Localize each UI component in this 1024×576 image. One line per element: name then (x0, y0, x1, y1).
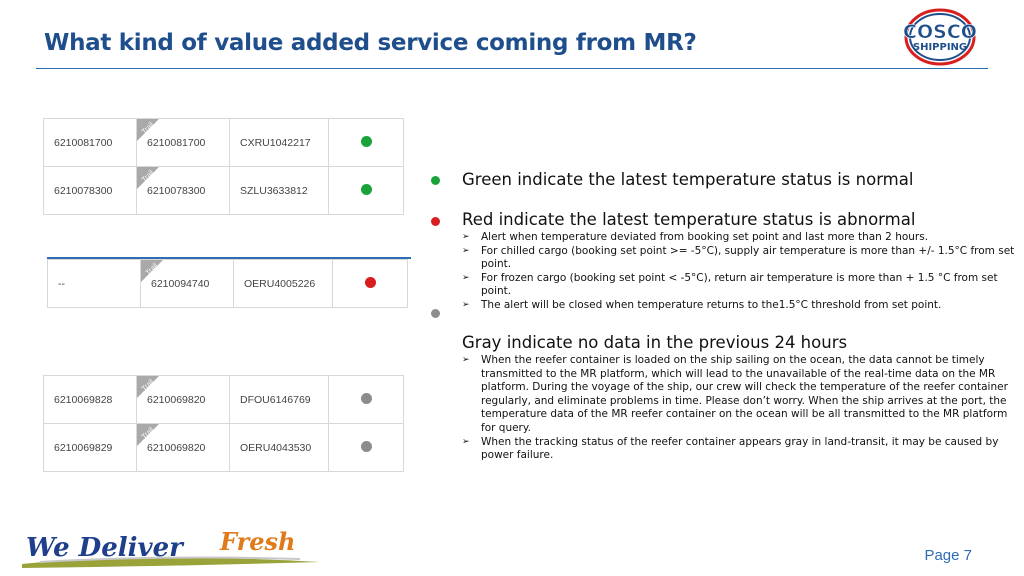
status-dot-icon (361, 136, 372, 147)
legend-red (462, 210, 1018, 313)
container-table-gray (43, 375, 404, 472)
legend-gray-list (462, 354, 1018, 463)
bl-cell (137, 376, 230, 424)
bl-cell (141, 260, 234, 308)
gray-bullet-icon (431, 309, 440, 318)
trail-label: Trail (144, 262, 160, 277)
list-item (462, 245, 1018, 272)
trail-label: Trail (140, 378, 156, 393)
logo-text-shipping: SHIPPING (912, 42, 968, 53)
list-item-text: For frozen cargo (booking set point < -5°C), return air temperature is more than + 1.5 °C from set point. (481, 271, 998, 298)
legend-gray-head: Gray indicate no data in the previous 24 hours (462, 333, 848, 352)
legend-green-head: Green indicate the latest temperature status is normal (462, 170, 914, 189)
list-item (462, 354, 1018, 436)
list-item-text: When the tracking status of the reefer container appears gray in land-transit, it may be caused by power failure. (481, 435, 999, 462)
bl-cell (137, 119, 230, 167)
legend-green (462, 170, 1018, 191)
container-table-red (47, 259, 408, 308)
table-row[interactable] (44, 167, 404, 215)
trail-label: Trail (140, 426, 156, 441)
status-cell (333, 260, 408, 308)
arrow-bullet-icon: ➢ (462, 232, 470, 242)
container-cell: DFOU6146769 (230, 376, 329, 424)
booking-cell: 6210081700 (44, 119, 137, 167)
title-divider (36, 68, 988, 69)
container-cell: OERU4005226 (234, 260, 333, 308)
list-item-text: When the reefer container is loaded on the ship sailing on the ocean, the data cannot be timely transmitted to the MR platform, which will lead to the unavailable of the real-time data on the MR platform. During the voyage of the ship, our crew will check the temperature of the reefer container regularly, and eliminate problems in time. Please don’t worry. When the ship arrives at the port, the temperature data of the MR reefer container on the ocean will be all transmitted to the MR platform for query. (481, 354, 1008, 434)
legend-gray (462, 333, 1018, 463)
slide-title: What kind of value added service coming from MR? (44, 30, 697, 56)
container-cell: SZLU3633812 (230, 167, 329, 215)
table-row[interactable] (44, 376, 404, 424)
arrow-bullet-icon: ➢ (462, 436, 470, 447)
list-item (462, 436, 1018, 463)
arrow-bullet-icon: ➢ (462, 355, 470, 365)
list-item-text: For chilled cargo (booking set point >= -5°C), supply air temperature is more than +/- 1.5°C from set point. (481, 244, 1015, 271)
arrow-bullet-icon: ➢ (462, 299, 470, 310)
list-item (462, 272, 1018, 299)
list-item-text: The alert will be closed when temperature returns to the1.5°C threshold from set point. (481, 298, 942, 311)
status-cell (329, 424, 404, 472)
table-row[interactable] (44, 119, 404, 167)
list-item (462, 299, 1018, 313)
container-table-green (43, 118, 404, 215)
cosco-logo (892, 6, 988, 68)
list-item-text: Alert when temperature deviated from booking set point and last more than 2 hours. (481, 231, 929, 243)
table-row[interactable] (44, 424, 404, 472)
arrow-bullet-icon: ➢ (462, 272, 470, 283)
arrow-bullet-icon: ➢ (462, 245, 470, 256)
booking-cell: 6210069829 (44, 424, 137, 472)
green-bullet-icon (431, 176, 440, 185)
status-cell (329, 119, 404, 167)
legend-red-head: Red indicate the latest temperature status is abnormal (462, 210, 916, 229)
booking-cell: 6210078300 (44, 167, 137, 215)
cosco-logo-icon (892, 6, 988, 68)
bl-cell (137, 167, 230, 215)
status-dot-icon (361, 441, 372, 452)
bl-number: 6210069820 (147, 441, 206, 454)
container-cell: OERU4043530 (230, 424, 329, 472)
brand-text-fresh: Fresh (220, 527, 296, 556)
bl-number: 6210081700 (147, 136, 206, 149)
status-cell (329, 167, 404, 215)
status-dot-icon (361, 393, 372, 404)
trail-label: Trail (140, 169, 156, 184)
status-dot-icon (365, 277, 376, 288)
booking-cell: 6210069828 (44, 376, 137, 424)
logo-text-cosco: COSCO (903, 21, 977, 43)
brand-swoosh-icon (20, 522, 330, 570)
booking-cell: -- (48, 260, 141, 308)
legend-red-list (462, 231, 1018, 313)
bl-number: 6210078300 (147, 184, 206, 197)
list-item (462, 231, 1018, 245)
page-number: Page 7 (924, 547, 972, 564)
table-row[interactable] (48, 260, 408, 308)
red-bullet-icon (431, 217, 440, 226)
status-dot-icon (361, 184, 372, 195)
we-deliver-fresh-logo (20, 522, 330, 570)
bl-number: 6210094740 (151, 277, 210, 290)
bl-number: 6210069820 (147, 393, 206, 406)
bl-cell (137, 424, 230, 472)
container-cell: CXRU1042217 (230, 119, 329, 167)
brand-text-main: We Deliver (26, 533, 183, 563)
status-cell (329, 376, 404, 424)
trail-label: Trail (140, 121, 156, 136)
